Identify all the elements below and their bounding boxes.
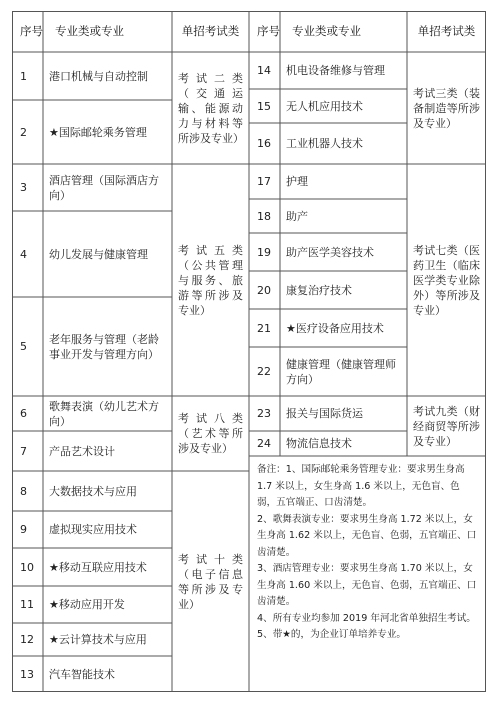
row-number: 13 [20,667,34,681]
header-exam-right: 单招考试类 [417,24,476,38]
row-number: 20 [257,283,271,297]
row-number: 4 [20,247,27,261]
note-line: 2、歌舞表演专业：要求男生身高 1.72 米以上，女生身高 1.62 米以上，无色盲、色弱，五官端正、口齿清楚。 [257,513,477,558]
major-name: 大数据技术与应用 [49,484,137,498]
major-name: 健康管理（健康管理师方向） [286,357,396,386]
notes-block [249,456,486,692]
major-name: 康复治疗技术 [286,283,352,297]
header-major: 专业类或专业 [55,24,124,38]
major-name: ★移动互联应用技术 [49,560,147,574]
row-number: 24 [257,437,271,450]
row-number: 1 [20,69,27,83]
row-number: 10 [20,560,34,574]
row-number: 5 [20,340,27,353]
major-name: 报关与国际货运 [286,407,363,420]
row-number: 16 [257,137,271,150]
major-name: ★移动应用开发 [49,598,125,611]
major-name: 虚拟现实应用技术 [49,523,137,536]
major-name: ★国际邮轮乘务管理 [49,125,147,139]
exam-category: 考试八类（艺术等所涉及专业） [178,412,243,455]
row-number: 14 [257,64,271,77]
row-number: 12 [20,633,34,646]
row-number: 19 [257,245,271,259]
row-number: 21 [257,321,271,335]
major-name: 无人机应用技术 [286,99,363,113]
major-name: 歌舞表演（幼儿艺术方向） [49,399,159,428]
major-name: ★医疗设备应用技术 [286,321,384,335]
major-name: 工业机器人技术 [286,137,363,150]
row-number: 2 [20,125,27,139]
major-name: ★云计算技术与应用 [49,633,147,646]
major-name: 产品艺术设计 [49,444,115,458]
row-number: 15 [257,99,271,113]
row-number: 11 [20,598,34,611]
exam-category: 考试三类（装备制造等所涉及专业） [413,86,480,130]
row-number: 22 [257,365,271,378]
major-name: 物流信息技术 [286,437,352,450]
row-number: 17 [257,175,271,188]
row-number: 6 [20,407,27,420]
row-number: 7 [20,444,27,458]
note-line: 备注：1、国际邮轮乘务管理专业：要求男生身高 1.7 米以上，女生身高 1.6 米以上，无色盲、色弱，五官端正、口齿清楚。 [257,464,465,508]
major-name: 汽车智能技术 [49,667,115,681]
major-name: 助产 [286,209,308,223]
major-name: 老年服务与管理（老龄事业开发与管理方向） [49,332,159,361]
exam-category: 考试二类（交通运输、能源动力与材料等所涉及专业） [178,71,244,145]
major-name: 助产医学美容技术 [286,245,374,259]
header-seq-right: 序号 [257,24,280,38]
major-name: 港口机械与自动控制 [49,69,148,83]
exam-category: 考试九类（财经商贸等所涉及专业） [413,404,480,448]
exam-category: 考试七类（医药卫生（临床医学类专业除外）等所涉及专业） [413,243,480,317]
note-line: 4、所有专业均参加 2019 年河北省单独招生考试。 [257,612,476,624]
header-exam: 单招考试类 [181,24,240,38]
note-line: 3、酒店管理专业：要求男生身高 1.70 米以上，女生身高 1.60 米以上，无色盲、色弱，五官端正、口齿清楚。 [257,563,477,607]
row-number: 8 [20,484,27,498]
row-number: 3 [20,181,27,194]
note-line: 5、带★的，为企业订单培养专业。 [257,629,407,640]
major-name: 护理 [286,175,308,188]
row-number: 18 [257,209,271,223]
header-seq: 序号 [20,24,43,38]
row-number: 23 [257,407,271,420]
row-number: 9 [20,523,27,536]
major-name: 幼儿发展与健康管理 [49,247,148,261]
major-name: 机电设备维修与管理 [286,64,385,77]
major-name: 酒店管理（国际酒店方向） [49,173,159,202]
header-major-right: 专业类或专业 [292,24,361,38]
admissions-table [12,11,486,692]
exam-category: 考试十类（电子信息等所涉及专业） [178,552,243,611]
exam-category: 考试五类（公共管理与服务、旅游等所涉及专业） [178,243,243,317]
